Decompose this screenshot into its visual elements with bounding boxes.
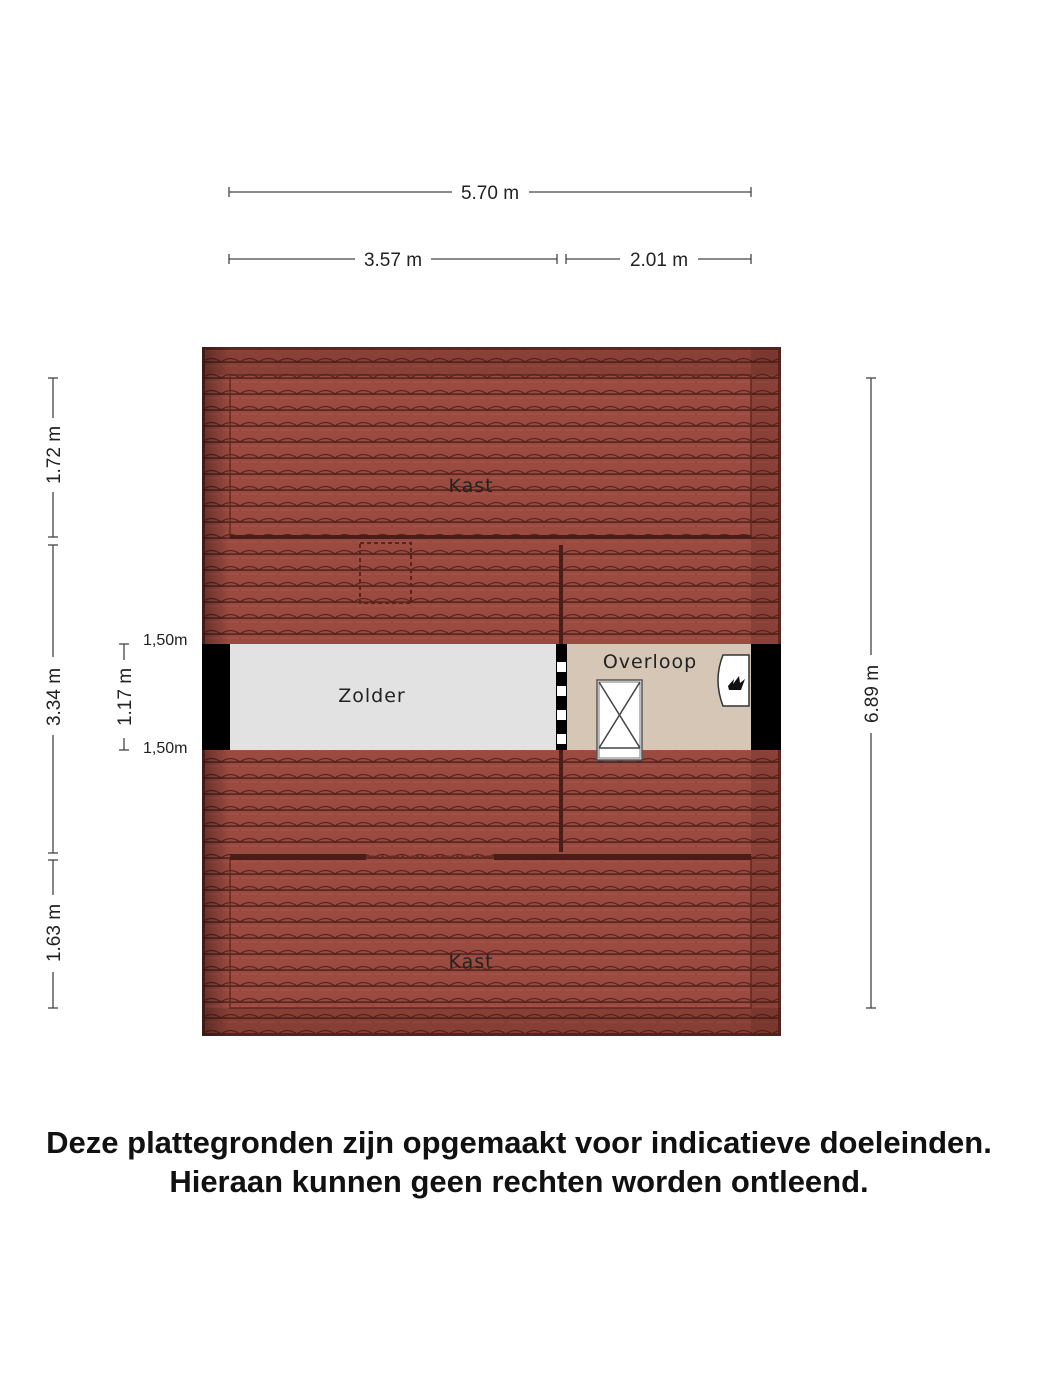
- dim-left-bottom-label: 1.63 m: [44, 903, 65, 963]
- disclaimer-line-2: Hieraan kunnen geen rechten worden ontleend.: [169, 1164, 869, 1199]
- dim-total-width: [229, 183, 751, 204]
- dim-left-heights: [44, 378, 187, 1008]
- dim-right-total: [862, 378, 883, 1008]
- dim-right-width-label: 2.01 m: [629, 250, 689, 271]
- stairs-icon: [597, 680, 642, 760]
- dim-total-width-label: 5.70 m: [460, 183, 520, 204]
- room-label-overloop: Overloop: [602, 651, 698, 673]
- dim-inner-height-label: 1.17 m: [115, 667, 136, 727]
- dim-left-middle-label: 3.34 m: [44, 667, 65, 727]
- height-mark-top: 1,50m: [143, 632, 188, 649]
- room-label-zolder: Zolder: [338, 685, 406, 707]
- dim-split-widths: [229, 250, 751, 271]
- dim-right-total-label: 6.89 m: [862, 664, 883, 724]
- dim-left-width-label: 3.57 m: [363, 250, 423, 271]
- room-label-kast-bottom: Kast: [448, 951, 494, 973]
- boiler-icon: [718, 655, 749, 706]
- height-mark-bottom: 1,50m: [143, 740, 188, 757]
- disclaimer-line-1: Deze plattegronden zijn opgemaakt voor indicatieve doeleinden.: [46, 1125, 992, 1160]
- dim-left-top-label: 1.72 m: [44, 425, 65, 485]
- room-label-kast-top: Kast: [448, 475, 494, 497]
